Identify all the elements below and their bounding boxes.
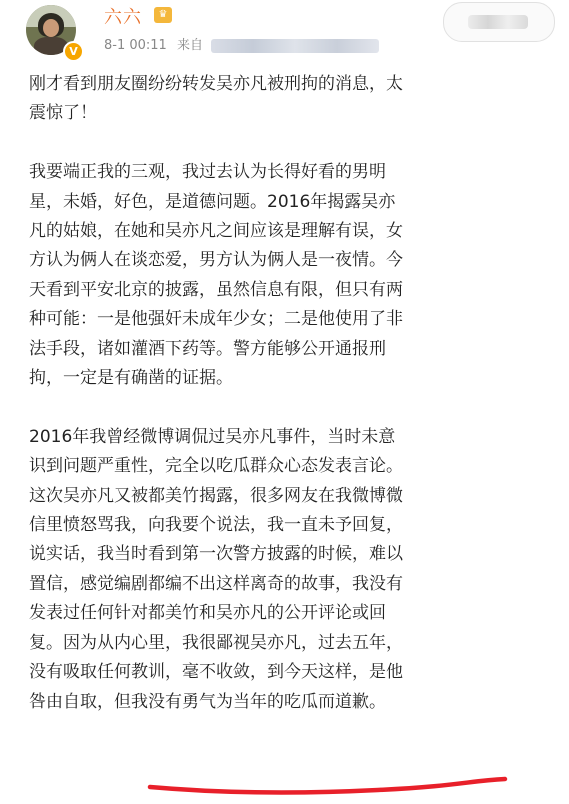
paragraph [29,423,549,717]
text-line: 发表过任何针对都美竹和吴亦凡的公开评论或回 [29,603,386,624]
post-header [0,0,569,60]
text-line: 拘，一定是有确凿的证据。 [29,368,233,389]
blurred-button-label [468,15,528,29]
follow-button[interactable] [443,2,555,42]
text-line: 法手段，诸如灌酒下药等。警方能够公开通报刑 [29,338,386,359]
text-line: 没有吸取任何教训，毫不收敛，到今天这样，是他 [29,662,403,683]
paragraph [29,70,549,129]
text-line: 2016年我曾经微博调侃过吴亦凡事件，当时未意 [29,426,396,447]
source-prefix: 来自 [176,38,203,53]
crown-icon: ♛ [154,7,172,23]
paragraph [29,158,549,393]
text-line: 凡的姑娘，在她和吴亦凡之间应该是理解有误，女 [29,221,403,242]
avatar-face [43,19,59,37]
post-meta [104,34,379,53]
text-line: 咎由自取，但我没有勇气为当年的吃瓜而道歉。 [29,691,386,712]
text-line: 方认为俩人在谈恋爱，男方认为俩人是一夜情。今 [29,250,403,271]
post-body [29,70,549,746]
username[interactable]: 六六 [104,7,142,28]
text-line: 刚才看到朋友圈纷纷转发吴亦凡被刑拘的消息，太 [29,74,403,94]
text-line: 识到问题严重性，完全以吃瓜群众心态发表言论。 [29,456,403,477]
text-line: 天看到平安北京的披露，虽然信息有限，但只有两 [29,279,403,300]
text-line: 这次吴亦凡又被都美竹揭露，很多网友在我微博微 [29,485,403,506]
text-line: 种可能：一是他强奸未成年少女；二是他使用了非 [29,309,403,330]
text-line: 星，未婚，好色，是道德问题。2016年揭露吴亦 [29,191,396,212]
verified-v-icon: V [63,41,84,62]
text-line: 置信，感觉编剧都编不出这样离奇的故事，我没有 [29,573,403,594]
text-line: 说实话，我当时看到第一次警方披露的时候，难以 [29,544,403,565]
red-underline-mark [148,773,508,797]
text-line: 信里愤怒骂我，向我要个说法，我一直未予回复， [29,515,403,536]
blurred-source [211,39,379,53]
post-time: 8-1 00:11 [104,38,167,53]
text-line: 我要端正我的三观，我过去认为长得好看的男明 [29,162,386,183]
text-line: 震惊了！ [29,103,97,124]
text-line: 复。因为从内心里，我很鄙视吴亦凡，过去五年， [29,632,403,653]
